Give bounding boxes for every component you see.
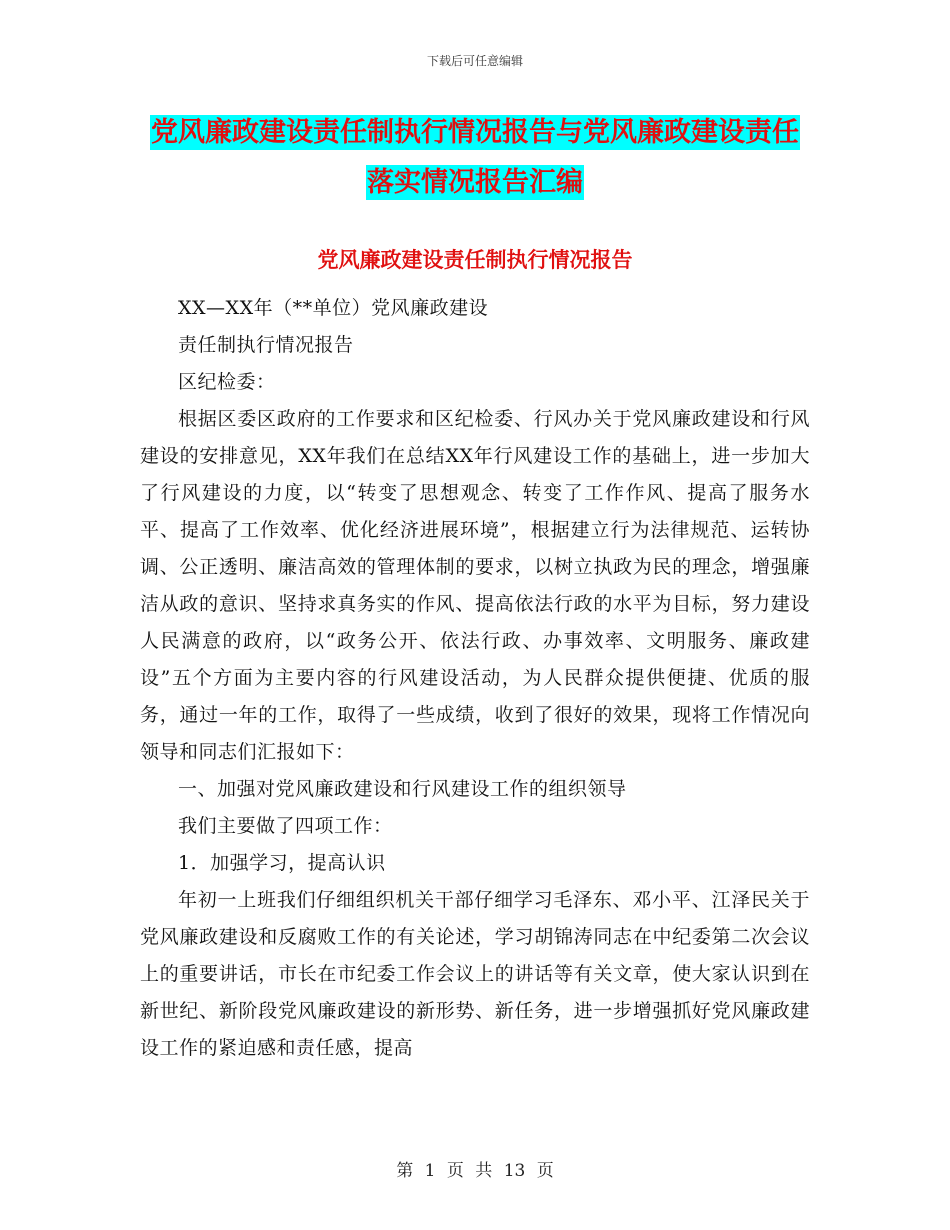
section-title: 党风廉政建设责任制执行情况报告	[317, 247, 633, 272]
document-title	[140, 108, 810, 208]
paragraph-1: XX—XX年（**单位）党风廉政建设	[178, 297, 489, 319]
paragraph-6: 我们主要做了四项工作：	[178, 815, 393, 837]
page-number-footer: 第 1 页 共 13 页	[396, 1161, 554, 1181]
paragraph-8: 年初一上班我们仔细组织机关干部仔细学习毛泽东、邓小平、江泽民关于党风廉政建设和反腐败工作的有关论述，学习胡锦涛同志在中纪委第二次会议上的重要讲话，市长在市纪委工作会议上的讲话等有关文章，使大家认识到在新世纪、新阶段党风廉政建设的新形势、新任务，进一步增强抓好党风廉政建设工作的紧迫感和责任感，提高	[140, 889, 810, 1059]
paragraph-2: 责任制执行情况报告	[178, 334, 354, 356]
paragraph-5: 一、加强对党风廉政建设和行风建设工作的组织领导	[178, 778, 627, 800]
header-note: 下载后可任意编辑	[426, 54, 523, 68]
paragraph-3: 区纪检委：	[178, 371, 276, 393]
paragraph-7: 1．加强学习，提高认识	[178, 852, 386, 874]
paragraph-4: 根据区委区政府的工作要求和区纪检委、行风办关于党风廉政建设和行风建设的安排意见，XX年我们在总结XX年行风建设工作的基础上，进一步加大了行风建设的力度，以“转变了思想观念、转变了工作作风、提高了服务水平、提高了工作效率、优化经济进展环境”，根据建立行为法律规范、运转协调、公正透明、廉洁高效的管理体制的要求，以树立执政为民的理念，增强廉洁从政的意识、坚持求真务实的作风、提高依法行政的水平为目标，努力建设人民满意的政府，以“政务公开、依法行政、办事效率、文明服务、廉政建设”五个方面为主要内容的行风建设活动，为人民群众提供便捷、优质的服务，通过一年的工作，取得了一些成绩，收到了很好的效果，现将工作情况向领导和同志们汇报如下：	[140, 408, 810, 763]
document-title-text: 党风廉政建设责任制执行情况报告与党风廉政建设责任落实情况报告汇编	[151, 117, 799, 198]
document-body	[140, 290, 810, 1067]
